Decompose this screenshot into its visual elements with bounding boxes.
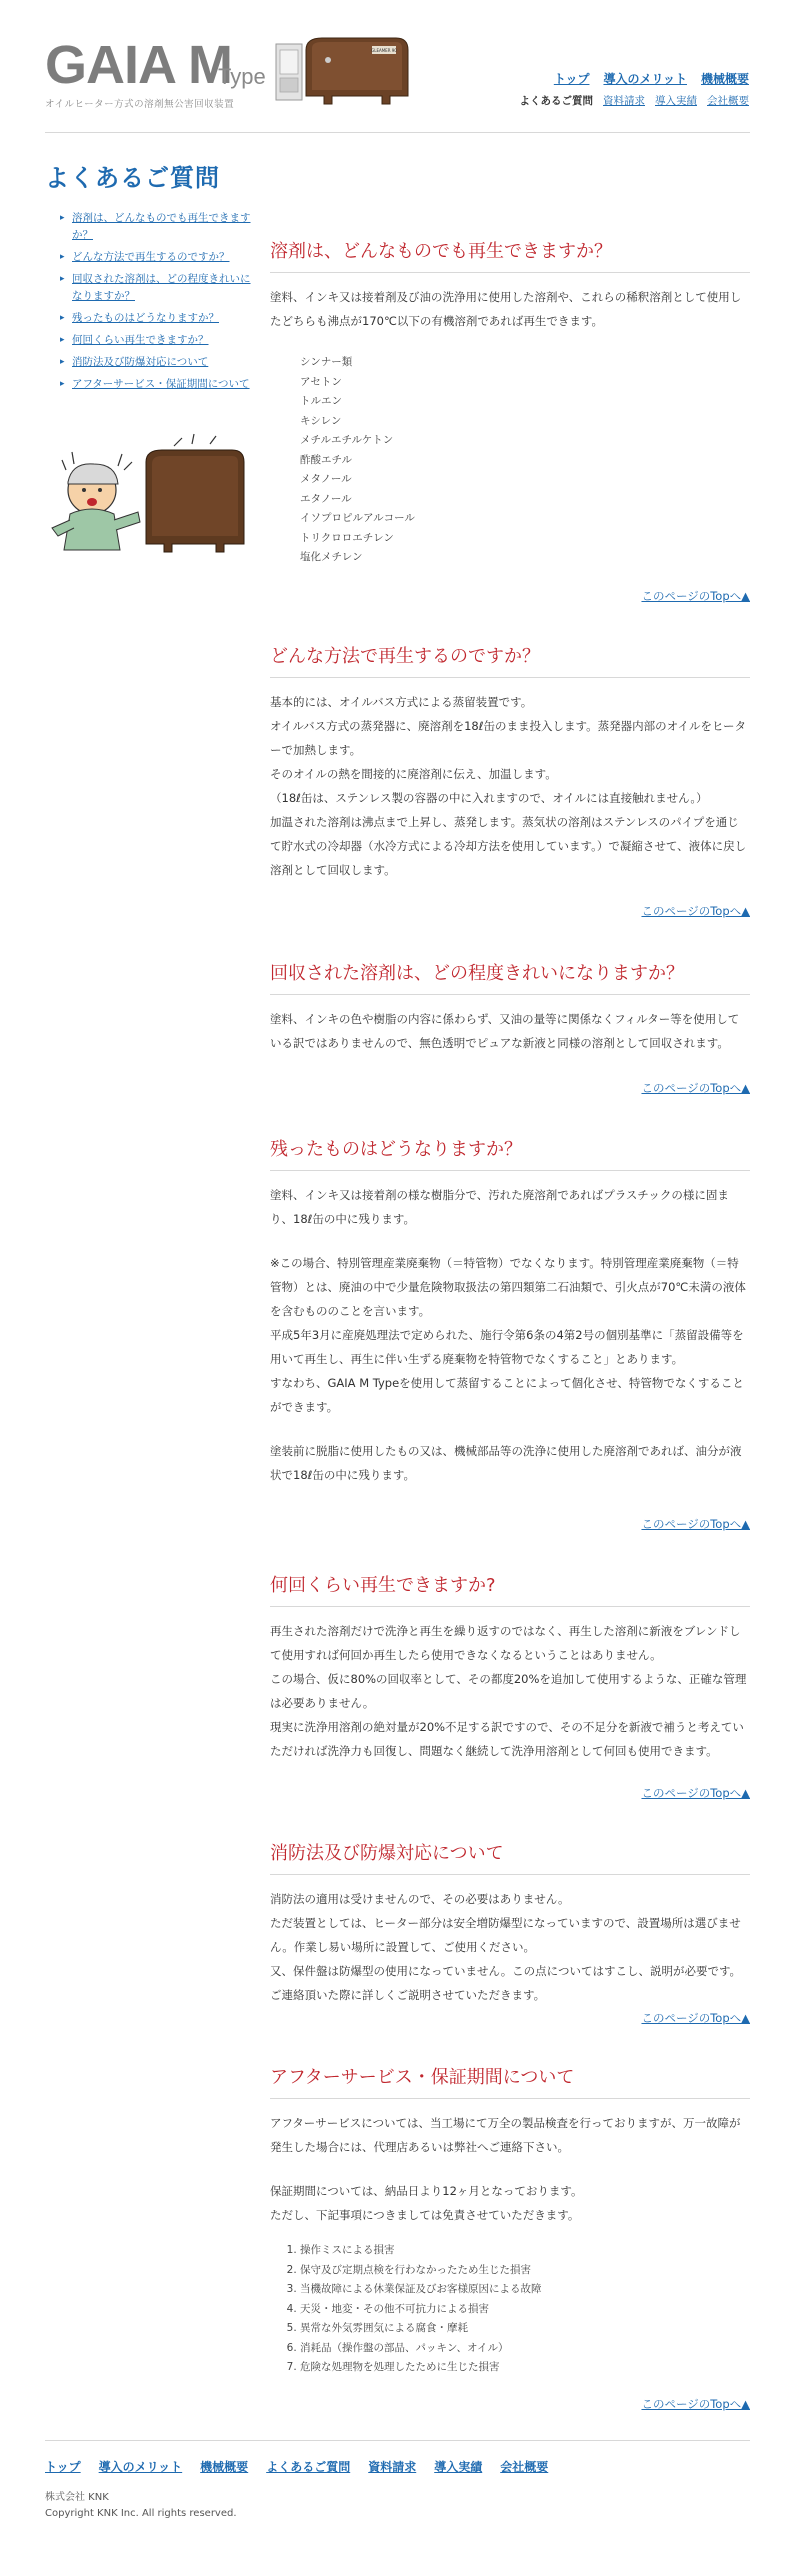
- faq-section-q2: [270, 645, 750, 882]
- faq-section-q1: [270, 240, 750, 568]
- solvent-item: 酢酸エチル: [300, 453, 352, 466]
- solvent-item: トリクロロエチレン: [300, 531, 394, 544]
- sidebar-nav: [60, 210, 260, 398]
- nav-overview-link[interactable]: 機械概要: [700, 72, 749, 86]
- back-to-top-link[interactable]: このページのTopへ▲: [641, 1517, 750, 1531]
- back-to-top-link[interactable]: このページのTopへ▲: [641, 1786, 750, 1800]
- section-text: 現実に洗浄用溶剤の絶対量が20%不足する訳ですので、その不足分を新液で補うと考えていただければ洗浄力も回復し、問題なく継続して洗浄用溶剤として何回も使用できます。: [270, 1720, 744, 1758]
- section-text: アフターサービスについては、当工場にて万全の製品検査を行っておりますが、万一故障が発生した場合には、代理店あるいは弊社へご連絡下さい。: [270, 2116, 741, 2154]
- back-to-top-link[interactable]: このページのTopへ▲: [641, 2397, 750, 2411]
- section-text: ただ装置としては、ヒーター部分は安全増防爆型になっていますので、設置場所は選びません。作業し易い場所に設置して、ご使用ください。: [270, 1916, 741, 1954]
- section-text: 塗装前に脱脂に使用したもの又は、機械部品等の洗浄に使用した廃溶剤であれば、油分が液状で18ℓ缶の中に残ります。: [270, 1444, 742, 1482]
- exemption-list: [300, 2241, 750, 2378]
- exemption-item: 1. 操作ミスによる損害: [300, 2241, 750, 2261]
- section-title: 何回くらい再生できますか?: [270, 1574, 750, 1607]
- header-sub-nav: [520, 93, 750, 108]
- section-text: （18ℓ缶は、ステンレス製の容器の中に入れますので、オイルには直接触れません。）: [270, 791, 708, 805]
- page-title: よくあるご質問: [45, 164, 220, 192]
- mascot-illustration: [42, 432, 252, 557]
- section-title: どんな方法で再生するのですか？: [270, 645, 750, 678]
- section-text: 消防法の適用は受けませんので、その必要はありません。: [270, 1892, 570, 1906]
- section-title: 消防法及び防爆対応について: [270, 1842, 750, 1875]
- solvent-item: エタノール: [300, 492, 352, 505]
- nav-faq-current: よくあるご質問: [519, 95, 593, 107]
- sidebar-item: [60, 249, 260, 266]
- sidebar-link-q3[interactable]: 回収された溶剤は、どの程度きれいになりますか？: [72, 273, 251, 302]
- footer-link-overview[interactable]: 機械概要: [200, 2460, 249, 2474]
- section-text: 塗料、インキ又は接着剤及び油の洗浄用に使用した溶剤や、これらの稀釈溶剤として使用したどちらも沸点が170℃以下の有機溶剤であれば再生できます。: [270, 290, 742, 328]
- solvent-list: [300, 353, 750, 568]
- spacer: [270, 1231, 750, 1251]
- sidebar-link-q7[interactable]: アフターサービス・保証期間について: [72, 378, 250, 390]
- section-text: 又、保件盤は防爆型の使用になっていません。この点についてはすこし、説明が必要です。ご連絡頂いた際に詳しくご説明させていただきます。: [270, 1964, 742, 2002]
- nav-merit-link[interactable]: 導入のメリット: [603, 72, 687, 86]
- logo-type-text: Type: [218, 64, 266, 89]
- footer-link-company[interactable]: 会社概要: [500, 2460, 549, 2474]
- solvent-item: イソプロピルアルコール: [300, 512, 415, 524]
- footer-company: [45, 2490, 237, 2522]
- spacer: [270, 1419, 750, 1439]
- footer-link-top[interactable]: トップ: [45, 2460, 81, 2474]
- solvent-item: アセトン: [300, 375, 342, 388]
- sidebar-item: [60, 332, 260, 349]
- nav-company-link[interactable]: 会社概要: [707, 95, 749, 107]
- faq-section-q7: [270, 2066, 750, 2378]
- sidebar-link-q1[interactable]: 溶剤は、どんなものでも再生できますか？: [72, 212, 251, 241]
- spacer: [270, 2159, 750, 2179]
- sidebar-item: [60, 271, 260, 305]
- solvent-item: 塩化メチレン: [300, 551, 363, 563]
- section-text: ※この場合、特別管理産業廃棄物（＝特管物）でなくなります。特別管理産業廃棄物（＝特管物）とは、廃油の中で少量危険物取扱法の第四類第二石油類で、引火点が70℃未満の液体を含むもののことを言います。: [270, 1256, 746, 1318]
- section-title: 溶剤は、どんなものでも再生できますか？: [270, 240, 750, 273]
- footer-nav: [45, 2458, 548, 2475]
- site-header: [0, 0, 794, 130]
- solvent-item: キシレン: [300, 414, 342, 427]
- machine-label: GLEAMER 90: [371, 48, 397, 53]
- section-text: 再生された溶剤だけで洗浄と再生を繰り返すのではなく、再生した溶剤に新液をブレンドして使用すれば何回か再生したら使用できなくなるということはありません。: [270, 1624, 741, 1662]
- section-text: 平成5年3月に産廃処理法で定められた、施行令第6条の4第2号の個別基準に「蒸留設備等を用いて再生し、再生に伴い生ずる廃棄物を特管物でなくすること」とあります。: [270, 1328, 744, 1366]
- sidebar-link-q6[interactable]: 消防法及び防爆対応について: [72, 356, 209, 368]
- sidebar-item: [60, 354, 260, 371]
- nav-top-link[interactable]: トップ: [553, 72, 590, 86]
- section-text: すなわち、GAIA M Typeを使用して蒸留することによって個化させ、特管物でなくすることができます。: [270, 1376, 744, 1414]
- exemption-item: 4. 天災・地変・その他不可抗力による損害: [300, 2300, 750, 2320]
- section-text: 加温された溶剤は沸点まで上昇し、蒸発します。蒸気状の溶剤はステンレスのパイプを通じて貯水式の冷却器（水冷方式による冷却方法を使用しています。）で凝縮させて、液体に戻し溶剤として回収します。: [270, 815, 747, 877]
- footer-link-request[interactable]: 資料請求: [368, 2460, 417, 2474]
- back-to-top-link[interactable]: このページのTopへ▲: [641, 2011, 750, 2025]
- back-to-top-link[interactable]: このページのTopへ▲: [641, 1081, 750, 1095]
- site-logo[interactable]: [45, 35, 266, 110]
- sidebar-link-q5[interactable]: 何回くらい再生できますか？: [72, 334, 209, 346]
- solvent-item: メチルエチルケトン: [300, 434, 394, 446]
- company-name: 株式会社 KNK: [45, 2492, 109, 2503]
- section-text: オイルバス方式の蒸発器に、廃溶剤を18ℓ缶のまま投入します。蒸発器内部のオイルをヒーターで加熱します。: [270, 719, 747, 757]
- section-text: そのオイルの熱を間接的に廃溶剤に伝え、加温します。: [270, 767, 557, 781]
- copyright: Copyright KNK Inc. All rights reserved.: [45, 2508, 237, 2519]
- header-divider: [45, 132, 750, 133]
- logo-main-text: GAIA M: [45, 35, 232, 95]
- nav-results-link[interactable]: 導入実績: [655, 95, 697, 107]
- header-main-nav: [554, 70, 749, 87]
- section-text: 保証期間については、納品日より12ヶ月となっております。: [270, 2184, 583, 2198]
- exemption-item: 3. 当機故障による休業保証及びお客様原因による故障: [300, 2280, 750, 2300]
- footer-link-faq[interactable]: よくあるご質問: [266, 2460, 351, 2474]
- faq-section-q4: [270, 1138, 750, 1487]
- sidebar-item: [60, 210, 260, 244]
- section-text: この場合、仮に80%の回収率として、その都度20%を追加して使用するような、正確な管理は必要ありません。: [270, 1672, 747, 1710]
- product-machine-image: [272, 30, 412, 110]
- back-to-top-link[interactable]: このページのTopへ▲: [641, 904, 750, 918]
- exemption-item: 2. 保守及び定期点検を行わなかったため生じた損害: [300, 2261, 750, 2281]
- section-title: 残ったものはどうなりますか？: [270, 1138, 750, 1171]
- nav-request-link[interactable]: 資料請求: [603, 95, 645, 107]
- logo-tagline: オイルヒーター方式の溶剤無公害回収装置: [45, 99, 235, 110]
- faq-section-q3: [270, 962, 750, 1055]
- sidebar-link-q4[interactable]: 残ったものはどうなりますか？: [72, 312, 219, 324]
- solvent-item: メタノール: [300, 473, 352, 485]
- faq-section-q6: [270, 1842, 750, 2007]
- section-text: 基本的には、オイルバス方式による蒸留装置です。: [270, 695, 533, 709]
- exemption-item: 7. 危険な処理物を処理したために生じた損害: [300, 2358, 750, 2378]
- section-text: ただし、下記事項につきましては免責させていただきます。: [270, 2208, 580, 2222]
- exemption-item: 5. 異常な外気雰囲気による腐食・摩耗: [300, 2319, 750, 2339]
- solvent-item: シンナー類: [300, 356, 353, 368]
- section-title: アフターサービス・保証期間について: [270, 2066, 750, 2099]
- section-text: 塗料、インキの色や樹脂の内容に係わらず、又油の量等に関係なくフィルター等を使用している訳ではありませんので、無色透明でピュアな新液と同様の溶剤として回収されます。: [270, 1012, 740, 1050]
- sidebar-item: [60, 376, 260, 393]
- footer-link-merit[interactable]: 導入のメリット: [98, 2460, 183, 2474]
- solvent-item: トルエン: [300, 395, 342, 407]
- faq-section-q5: [270, 1574, 750, 1763]
- footer-divider: [45, 2440, 750, 2441]
- footer-link-results[interactable]: 導入実績: [434, 2460, 483, 2474]
- section-text: 塗料、インキ又は接着剤の様な樹脂分で、汚れた廃溶剤であればプラスチックの様に固まり、18ℓ缶の中に残ります。: [270, 1188, 729, 1226]
- section-title: 回収された溶剤は、どの程度きれいになりますか？: [270, 962, 750, 995]
- back-to-top-link[interactable]: このページのTopへ▲: [641, 589, 750, 603]
- exemption-item: 6. 消耗品（操作盤の部品、パッキン、オイル）: [300, 2339, 750, 2359]
- sidebar-item: [60, 310, 260, 327]
- sidebar-link-q2[interactable]: どんな方法で再生するのですか？: [72, 251, 230, 263]
